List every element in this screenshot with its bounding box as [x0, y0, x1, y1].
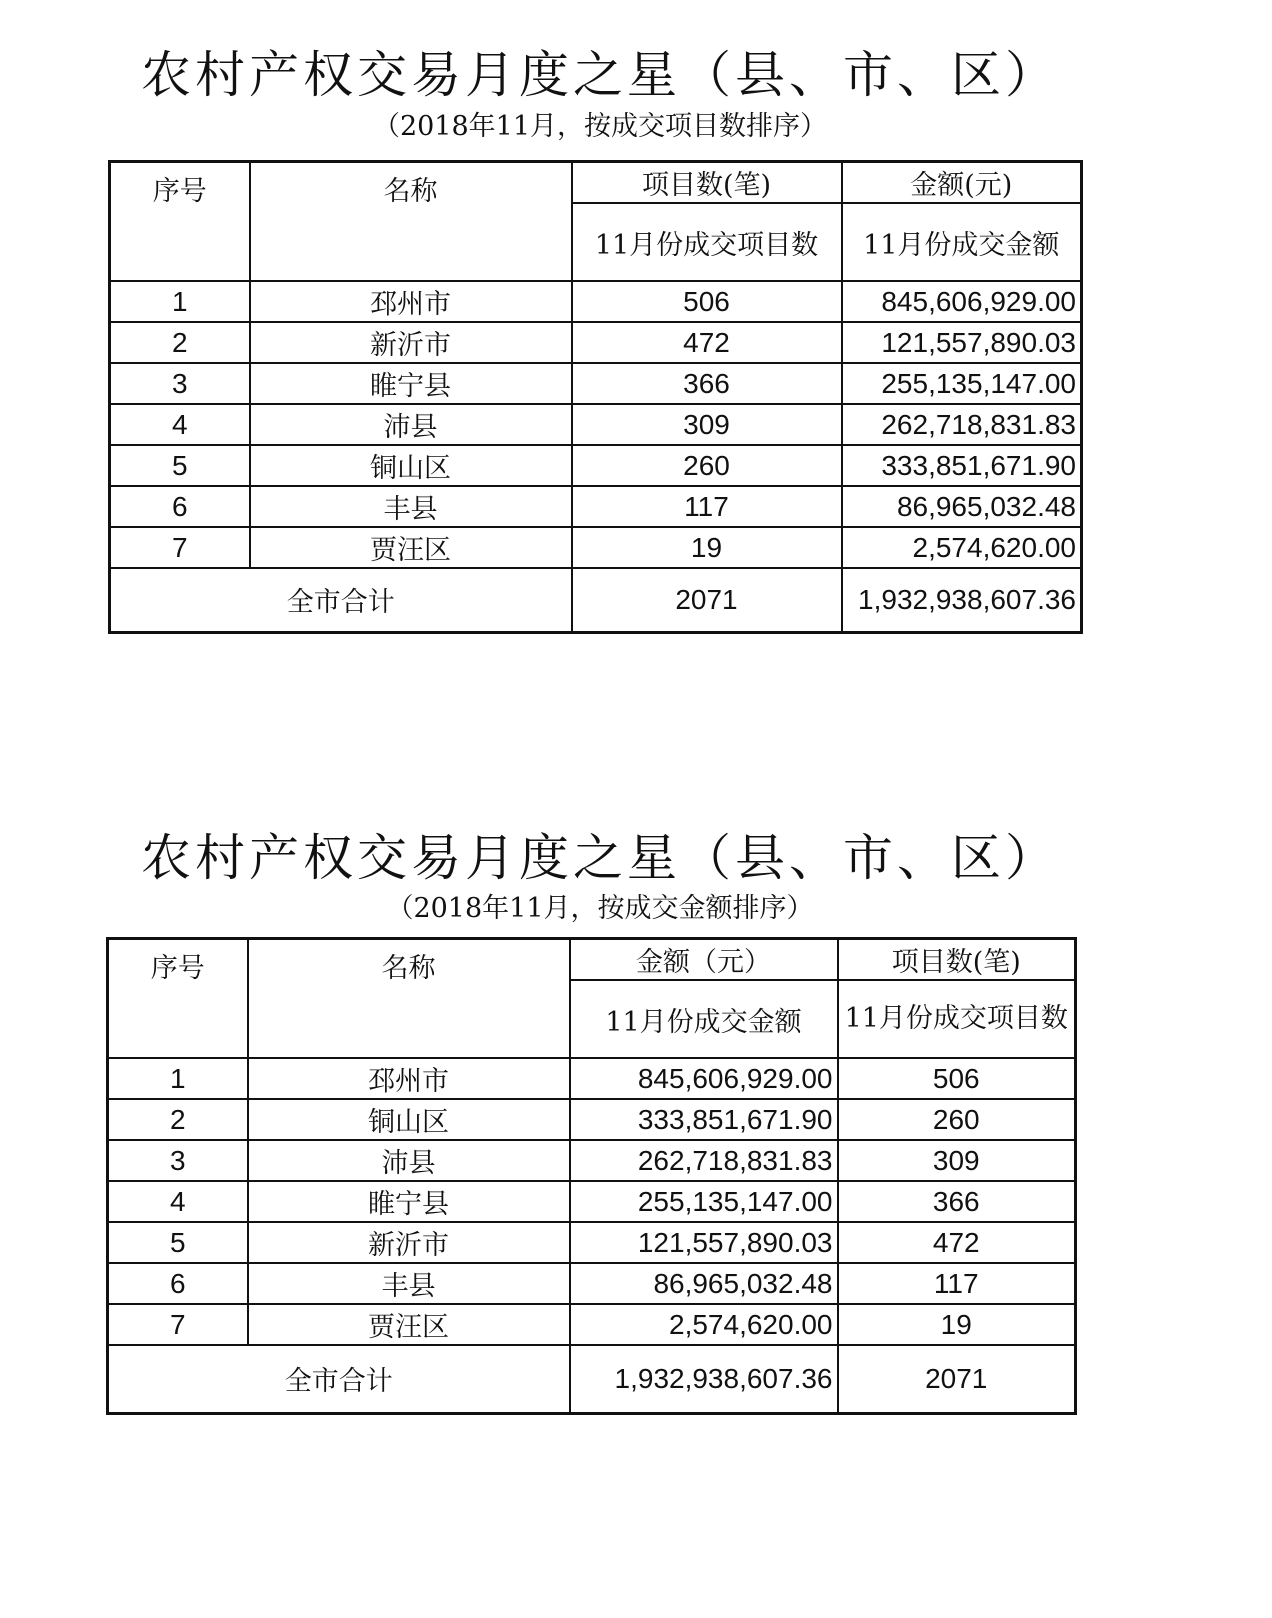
total-count: 2071: [572, 568, 842, 632]
cell-count: 366: [838, 1181, 1076, 1222]
cell-name: 新沂市: [250, 322, 572, 363]
table-row: [108, 1140, 1076, 1181]
cell-seq: 7: [110, 527, 250, 568]
cell-count: 506: [572, 281, 842, 322]
cell-name: 睢宁县: [250, 363, 572, 404]
cell-amount: 255,135,147.00: [842, 363, 1082, 404]
table-row: [110, 281, 1082, 322]
cell-amount: 121,557,890.03: [842, 322, 1082, 363]
cell-seq: 3: [108, 1140, 248, 1181]
cell-amount: 86,965,032.48: [570, 1263, 838, 1304]
header-amount-sub: 11月份成交金额: [842, 203, 1082, 281]
total-label: 全市合计: [110, 568, 572, 632]
table-row: [108, 1099, 1076, 1140]
header-count-group: 项目数(笔): [572, 162, 842, 204]
cell-seq: 7: [108, 1304, 248, 1345]
table-row: [110, 404, 1082, 445]
total-amount: 1,932,938,607.36: [570, 1345, 838, 1413]
table-row: [110, 363, 1082, 404]
cell-name: 贾汪区: [250, 527, 572, 568]
cell-amount: 845,606,929.00: [842, 281, 1082, 322]
cell-name: 新沂市: [248, 1222, 570, 1263]
header-count-group: 项目数(笔): [838, 939, 1076, 981]
cell-amount: 333,851,671.90: [570, 1099, 838, 1140]
header-count-sub: 11月份成交项目数: [572, 203, 842, 281]
table2-header-row-1: [108, 939, 1076, 981]
cell-count: 260: [572, 445, 842, 486]
cell-seq: 3: [110, 363, 250, 404]
cell-count: 366: [572, 363, 842, 404]
cell-amount: 86,965,032.48: [842, 486, 1082, 527]
cell-count: 260: [838, 1099, 1076, 1140]
cell-count: 506: [838, 1058, 1076, 1099]
cell-amount: 2,574,620.00: [570, 1304, 838, 1345]
table2-total-row: [108, 1345, 1076, 1413]
cell-amount: 262,718,831.83: [570, 1140, 838, 1181]
cell-seq: 5: [110, 445, 250, 486]
cell-name: 邳州市: [250, 281, 572, 322]
table2-subtitle: （2018年11月，按成交金额排序）: [386, 893, 814, 924]
cell-count: 472: [838, 1222, 1076, 1263]
cell-count: 117: [838, 1263, 1076, 1304]
cell-seq: 4: [110, 404, 250, 445]
cell-seq: 2: [110, 322, 250, 363]
table1-header-row-1: [110, 162, 1082, 204]
header-amount-group: 金额(元): [842, 162, 1082, 204]
cell-amount: 845,606,929.00: [570, 1058, 838, 1099]
cell-name: 丰县: [250, 486, 572, 527]
cell-seq: 6: [110, 486, 250, 527]
header-seq: 序号: [108, 939, 248, 1059]
cell-seq: 4: [108, 1181, 248, 1222]
cell-count: 309: [838, 1140, 1076, 1181]
cell-name: 邳州市: [248, 1058, 570, 1099]
cell-amount: 333,851,671.90: [842, 445, 1082, 486]
cell-name: 沛县: [250, 404, 572, 445]
cell-count: 117: [572, 486, 842, 527]
cell-count: 19: [572, 527, 842, 568]
cell-seq: 1: [108, 1058, 248, 1099]
cell-name: 铜山区: [248, 1099, 570, 1140]
table1-subtitle: （2018年11月，按成交项目数排序）: [372, 111, 828, 142]
cell-name: 铜山区: [250, 445, 572, 486]
table1-title: 农村产权交易月度之星（县、市、区）: [141, 46, 1059, 104]
table-row: [108, 1181, 1076, 1222]
cell-name: 丰县: [248, 1263, 570, 1304]
header-amount-sub: 11月份成交金额: [570, 980, 838, 1058]
table-row: [108, 1263, 1076, 1304]
table2-title: 农村产权交易月度之星（县、市、区）: [141, 829, 1059, 887]
table-row: [108, 1222, 1076, 1263]
cell-name: 睢宁县: [248, 1181, 570, 1222]
cell-name: 贾汪区: [248, 1304, 570, 1345]
table-row: [110, 486, 1082, 527]
table2: [106, 937, 1077, 1415]
header-amount-group: 金额（元）: [570, 939, 838, 981]
header-seq: 序号: [110, 162, 250, 282]
table-row: [110, 322, 1082, 363]
cell-amount: 121,557,890.03: [570, 1222, 838, 1263]
cell-amount: 255,135,147.00: [570, 1181, 838, 1222]
total-label: 全市合计: [108, 1345, 570, 1413]
cell-name: 沛县: [248, 1140, 570, 1181]
cell-count: 309: [572, 404, 842, 445]
cell-count: 19: [838, 1304, 1076, 1345]
table-row: [110, 527, 1082, 568]
table-row: [108, 1058, 1076, 1099]
cell-amount: 2,574,620.00: [842, 527, 1082, 568]
header-count-sub: 11月份成交项目数: [838, 980, 1076, 1058]
table-row: [110, 445, 1082, 486]
total-count: 2071: [838, 1345, 1076, 1413]
cell-seq: 1: [110, 281, 250, 322]
cell-seq: 2: [108, 1099, 248, 1140]
table1: [108, 160, 1083, 634]
cell-seq: 5: [108, 1222, 248, 1263]
table-row: [108, 1304, 1076, 1345]
cell-seq: 6: [108, 1263, 248, 1304]
cell-amount: 262,718,831.83: [842, 404, 1082, 445]
cell-count: 472: [572, 322, 842, 363]
total-amount: 1,932,938,607.36: [842, 568, 1082, 632]
header-name: 名称: [250, 162, 572, 282]
table1-total-row: [110, 568, 1082, 632]
header-name: 名称: [248, 939, 570, 1059]
